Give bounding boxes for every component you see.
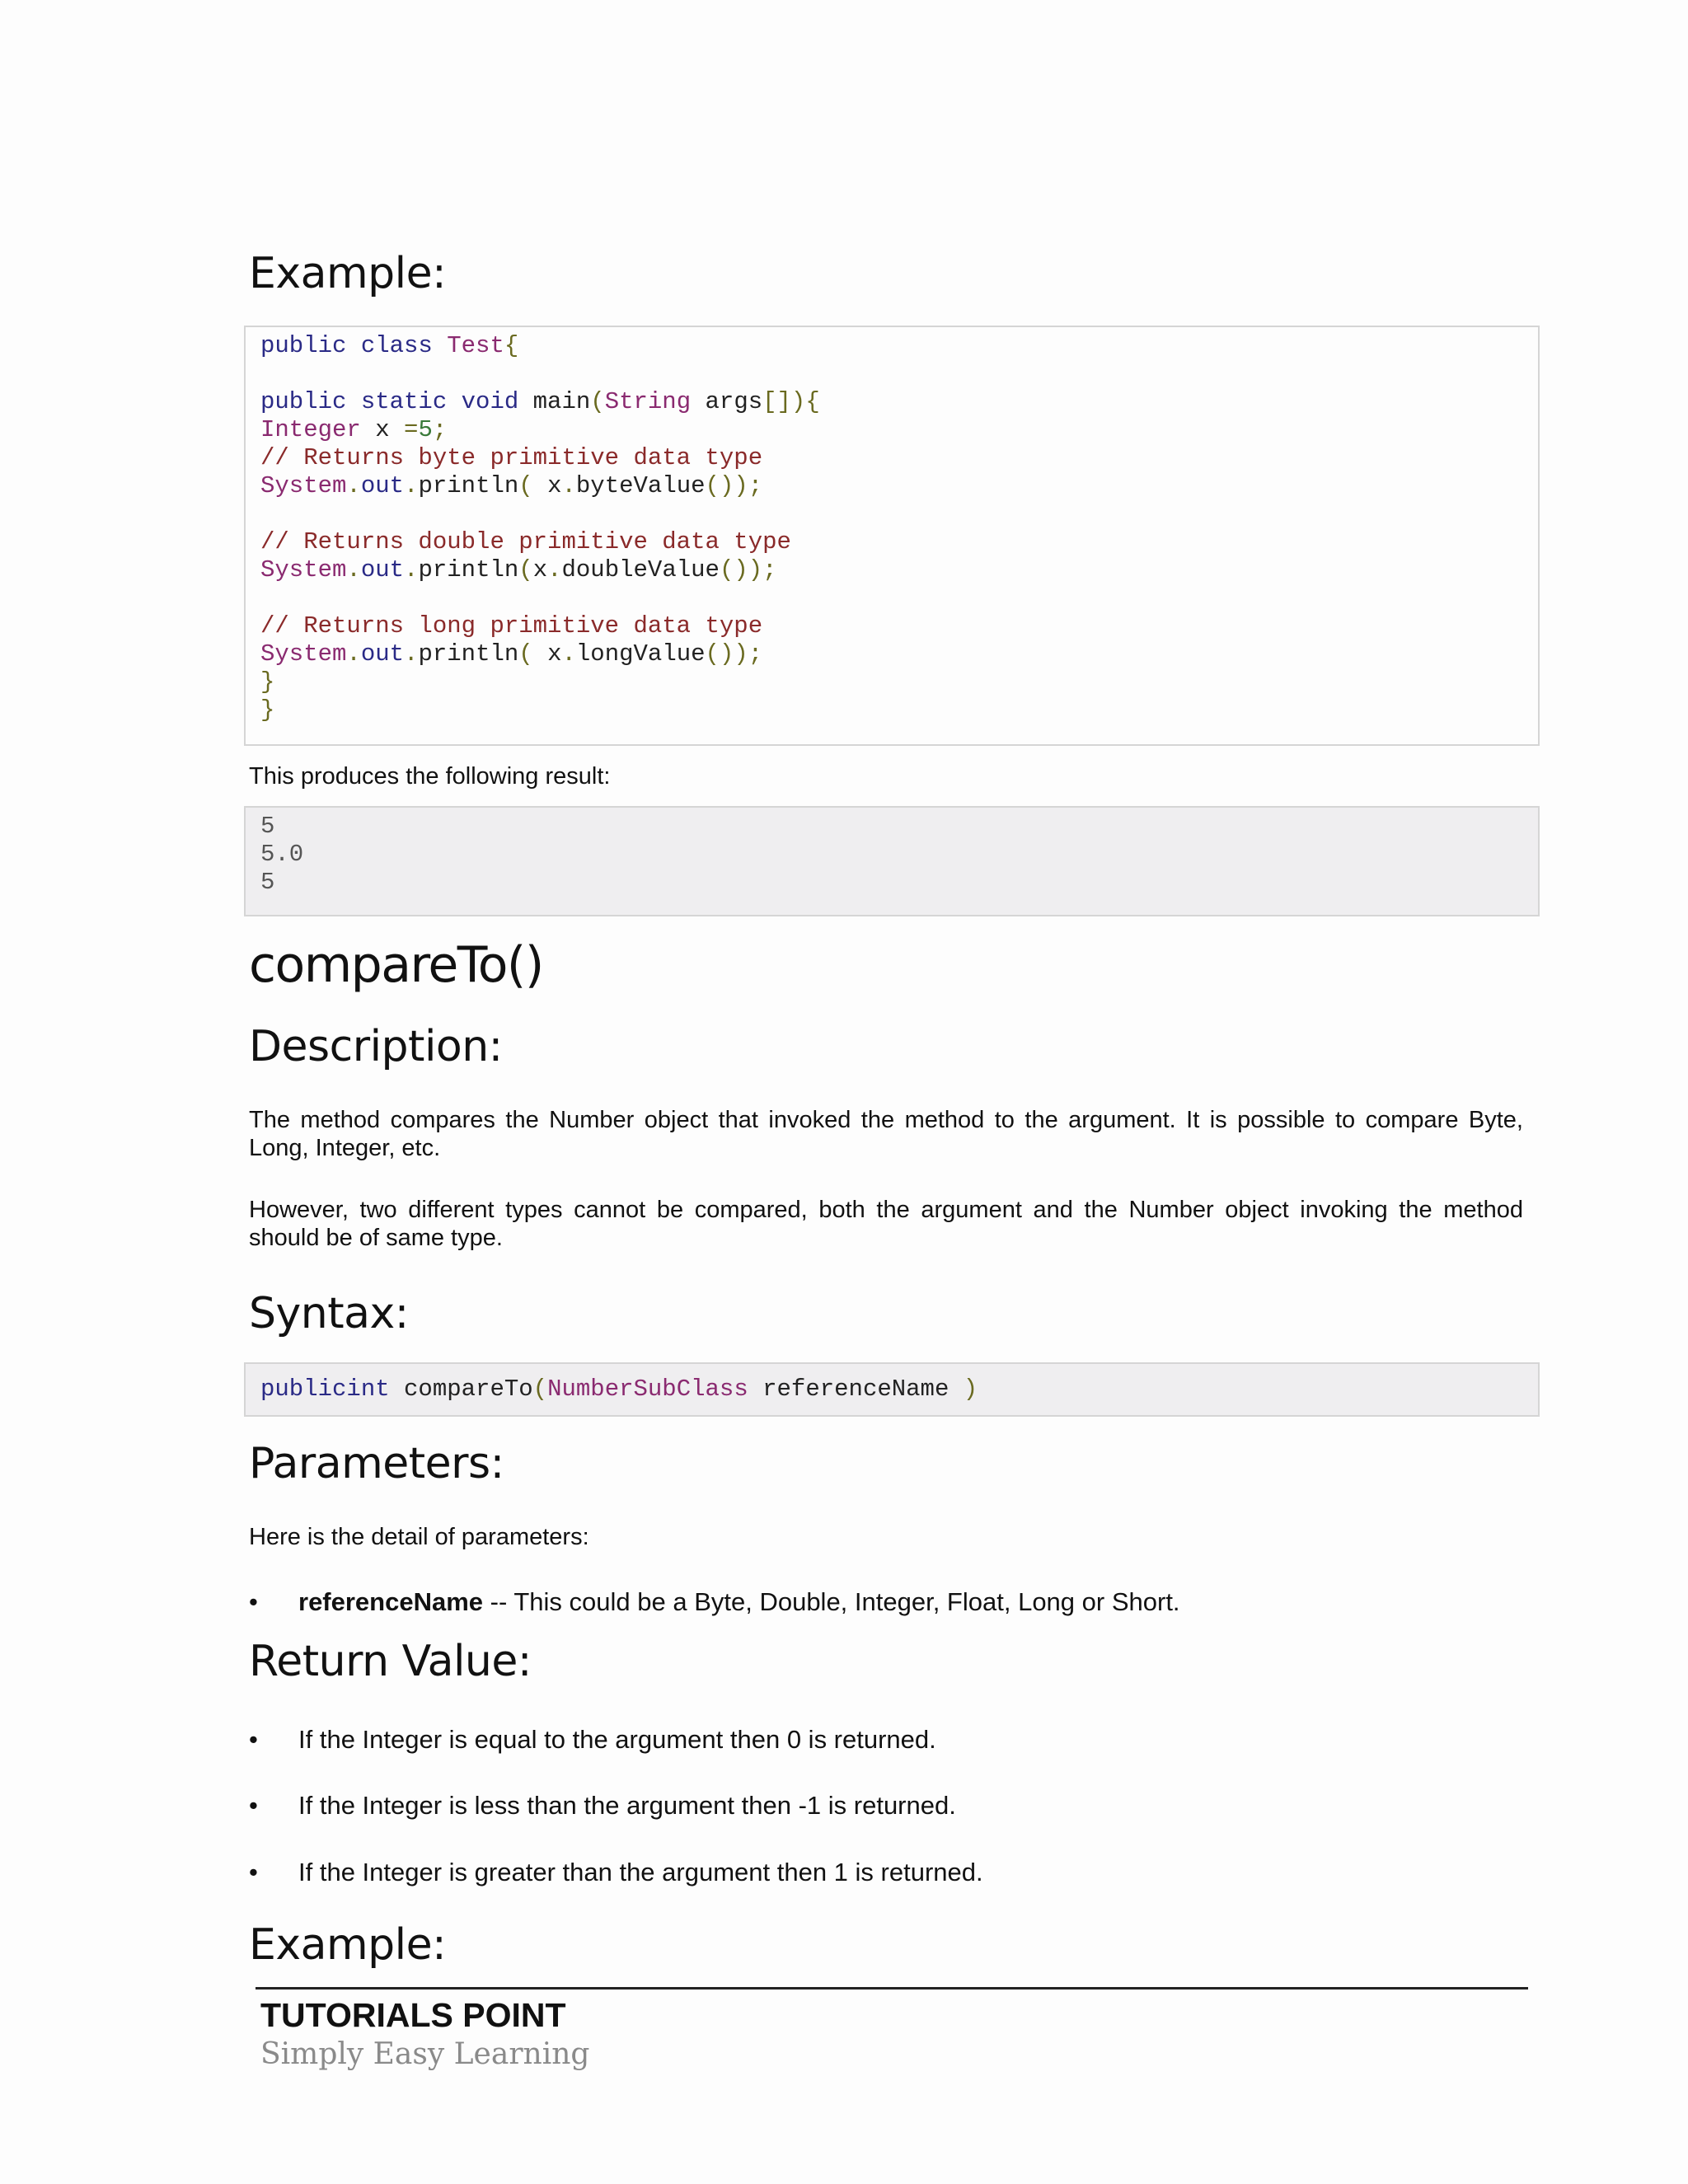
bullet-icon: • <box>249 1791 258 1820</box>
parameters-intro: Here is the detail of parameters: <box>249 1524 589 1550</box>
result-intro: This produces the following result: <box>249 763 611 790</box>
method-title: compareTo() <box>249 936 543 994</box>
code-token: . <box>346 556 361 583</box>
code-token: println <box>418 640 519 668</box>
code-token: out <box>360 472 405 499</box>
code-token: println <box>418 556 519 583</box>
return-value-heading: Return Value: <box>249 1637 532 1686</box>
code-token: longValue <box>575 640 706 668</box>
output-line: 5.0 <box>260 841 304 868</box>
code-token: Test <box>447 332 504 359</box>
code-token: . <box>404 640 419 668</box>
code-token: public static void <box>260 388 533 415</box>
code-token: } <box>260 668 275 696</box>
code-token: System <box>260 472 347 499</box>
code-token: NumberSubClass <box>547 1376 748 1403</box>
bullet-icon: • <box>249 1725 258 1754</box>
output-line: 5 <box>260 869 275 896</box>
code-token: . <box>346 640 361 668</box>
code-token: ( <box>518 472 533 499</box>
code-token: // Returns byte primitive data type <box>260 444 763 471</box>
code-token: x <box>532 556 548 583</box>
blank-line <box>260 500 1523 528</box>
parameter-name: referenceName <box>298 1587 484 1616</box>
code-token: referenceName <box>748 1376 964 1403</box>
code-token: . <box>404 556 419 583</box>
bullet-icon: • <box>249 1587 258 1616</box>
code-line <box>260 444 1523 472</box>
code-token: main <box>532 388 591 415</box>
code-token: []){ <box>762 388 820 415</box>
code-token: . <box>547 556 562 583</box>
code-token: // Returns long primitive data type <box>260 612 763 640</box>
code-block-example <box>244 326 1540 746</box>
code-token: . <box>404 472 419 499</box>
code-line <box>260 696 1523 724</box>
code-token: ) <box>963 1376 978 1403</box>
code-token: { <box>504 332 519 359</box>
code-token: . <box>346 472 361 499</box>
description-paragraph-2: However, two different types cannot be compared, both the argument and the Number object invoking the method should be of same type. <box>249 1197 1523 1251</box>
footer-brand: TUTORIALS POINT <box>260 1996 566 2034</box>
parameters-heading: Parameters: <box>249 1439 504 1488</box>
syntax-heading: Syntax: <box>249 1289 409 1338</box>
code-token: println <box>418 472 519 499</box>
code-line <box>260 640 1523 668</box>
code-line <box>260 416 1523 444</box>
code-token: out <box>360 640 405 668</box>
example-heading: Example: <box>249 249 447 298</box>
code-token: byteValue <box>575 472 706 499</box>
code-token: ( <box>532 1376 548 1403</box>
return-item-text: If the Integer is equal to the argument then 0 is returned. <box>298 1725 936 1754</box>
code-token: out <box>360 556 405 583</box>
code-token: compareTo <box>404 1376 533 1403</box>
bullet-icon: • <box>249 1858 258 1886</box>
example-heading-2: Example: <box>249 1920 447 1970</box>
code-line <box>260 668 1523 696</box>
return-item-text: If the Integer is greater than the argument then 1 is returned. <box>298 1858 983 1886</box>
code-token: String <box>604 388 692 415</box>
code-token: System <box>260 556 347 583</box>
code-token: ()); <box>719 556 777 583</box>
code-token: publicint <box>260 1376 405 1403</box>
parameter-desc: -- This could be a Byte, Double, Integer, Float, Long or Short. <box>483 1587 1180 1616</box>
footer-divider <box>256 1987 1528 1990</box>
code-token: . <box>561 472 576 499</box>
code-line <box>260 528 1523 556</box>
output-line: 5 <box>260 813 275 840</box>
code-line <box>260 472 1523 500</box>
code-line <box>260 388 1523 416</box>
code-token: x <box>360 416 405 443</box>
parameter-text <box>298 1587 1180 1617</box>
code-token: x <box>532 640 562 668</box>
code-line <box>260 332 1523 360</box>
code-token: System <box>260 640 347 668</box>
code-token: ( <box>518 640 533 668</box>
syntax-line <box>260 1376 1523 1404</box>
code-token: Integer <box>260 416 361 443</box>
footer-tagline: Simply Easy Learning <box>260 2037 590 2071</box>
blank-line <box>260 584 1523 612</box>
code-line <box>260 556 1523 584</box>
code-token: x <box>532 472 562 499</box>
code-token: } <box>260 696 275 724</box>
code-token: ()); <box>705 640 763 668</box>
description-heading: Description: <box>249 1022 503 1071</box>
syntax-block <box>244 1362 1540 1417</box>
description-paragraph-1: The method compares the Number object that invoked the method to the argument. It is possible to compare Byte, Long, Integer, etc. <box>249 1107 1523 1161</box>
blank-line <box>260 360 1523 388</box>
code-token: 5 <box>418 416 433 443</box>
code-token: ( <box>590 388 605 415</box>
code-token: doubleValue <box>561 556 720 583</box>
code-token: // Returns double primitive data type <box>260 528 791 555</box>
output-block <box>244 806 1540 916</box>
code-token: public class <box>260 332 448 359</box>
code-token: args <box>691 388 763 415</box>
code-token: ( <box>518 556 533 583</box>
code-line <box>260 612 1523 640</box>
code-token: ; <box>432 416 448 443</box>
code-token: ()); <box>705 472 763 499</box>
return-item-text: If the Integer is less than the argument then -1 is returned. <box>298 1791 956 1820</box>
code-token: . <box>561 640 576 668</box>
code-token: = <box>404 416 419 443</box>
